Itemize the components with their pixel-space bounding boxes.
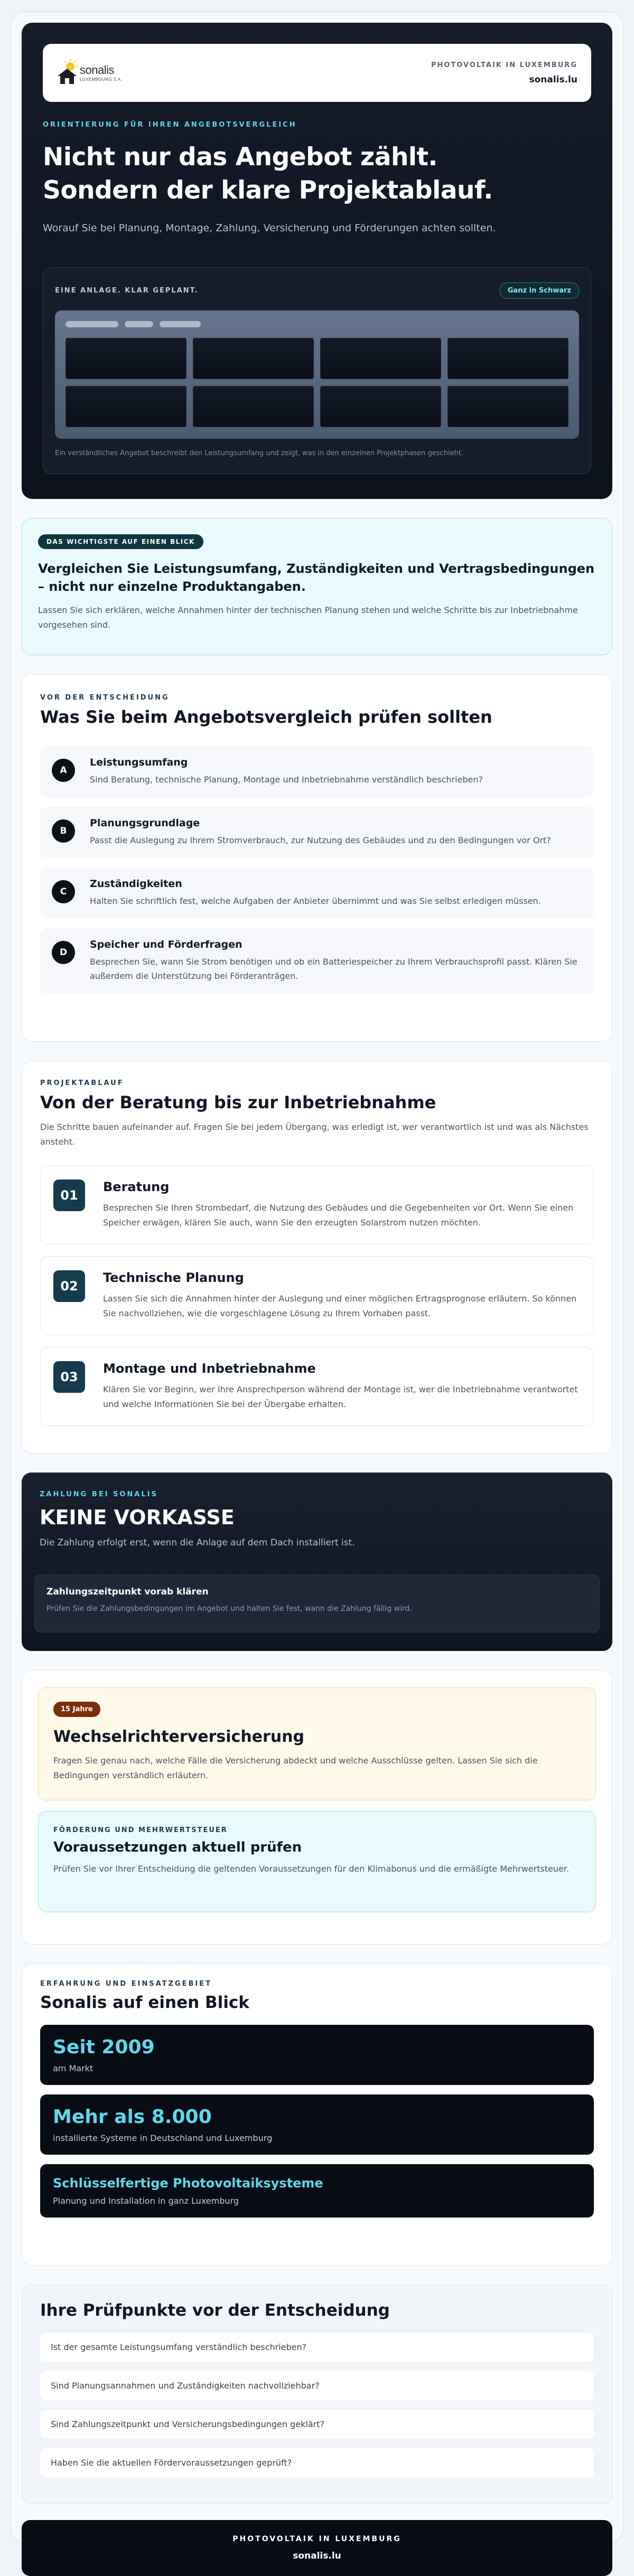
section-title: Ihre Prüfpunkte vor der Entscheidung xyxy=(40,2301,390,2320)
insurance-card xyxy=(38,1687,596,1800)
check-item xyxy=(40,867,594,919)
system-preview-card xyxy=(43,267,591,474)
process-step xyxy=(40,1347,594,1426)
step-title: Montage und Inbetriebnahme xyxy=(103,1361,316,1376)
check-item xyxy=(40,928,594,994)
process-step xyxy=(40,1256,594,1335)
preview-label: EINE ANLAGE. KLAR GEPLANT. xyxy=(55,287,199,295)
solar-panel-grid xyxy=(66,338,568,427)
check-item-title: Zuständigkeiten xyxy=(90,878,182,890)
footer xyxy=(22,2520,612,2576)
header-site-link[interactable]: sonalis.lu xyxy=(529,74,577,85)
panel-indicator-bars xyxy=(66,321,568,328)
checkpoint-item: Sind Zahlungszeitpunkt und Versicherungsbedingungen geklärt? xyxy=(40,2410,594,2439)
hero-kicker: ORIENTIERUNG FÜR IHREN ANGEBOTSVERGLEICH xyxy=(43,121,297,129)
checkpoint-list xyxy=(40,2333,594,2477)
check-item-title: Speicher und Förderfragen xyxy=(90,939,243,950)
offer-check-section xyxy=(22,674,612,1042)
hero-title xyxy=(43,140,591,207)
page-frame xyxy=(11,12,623,2561)
section-kicker: VOR DER ENTSCHEIDUNG xyxy=(40,694,170,702)
letter-marker: D xyxy=(52,941,75,964)
fact-label: Planung und Installation in ganz Luxemburg xyxy=(53,2196,239,2206)
check-item xyxy=(40,807,594,858)
checkpoint-item: Haben Sie die aktuellen Fördervoraussetzungen geprüft? xyxy=(40,2448,594,2477)
process-step xyxy=(40,1165,594,1244)
callout-text: Lassen Sie sich erklären, welche Annahmen hinter der technischen Planung stehen und welche Schritte bis zur Inbetriebnahme vorgesehen sind. xyxy=(38,605,578,630)
solar-panel-illustration xyxy=(55,310,579,439)
panel-indicator xyxy=(125,321,153,327)
preview-caption: Ein verständliches Angebot beschreibt den Leistungsumfang und zeigt, was in den einzelnen Projektphasen geschieht. xyxy=(55,449,463,457)
section-kicker: PROJEKTABLAUF xyxy=(40,1079,124,1087)
section-title: Was Sie beim Angebotsvergleich prüfen sollten xyxy=(40,707,492,727)
funding-kicker: FÖRDERUNG UND MEHRWERTSTEUER xyxy=(53,1826,228,1834)
payment-note-title: Zahlungszeitpunkt vorab klären xyxy=(46,1587,209,1597)
step-number: 01 xyxy=(53,1180,85,1211)
solar-panel-cell xyxy=(66,386,187,427)
fact-label: installierte Systeme in Deutschland und Luxemburg xyxy=(53,2133,273,2143)
step-number: 03 xyxy=(53,1361,85,1393)
top-bar xyxy=(43,44,591,102)
insurance-duration-badge: 15 Jahre xyxy=(53,1702,100,1717)
check-item-text: Besprechen Sie, wann Sie Strom benötigen und ob ein Batteriespeicher zu Ihrem Verbrauchsprofil passt. Klären Sie außerdem die Unterstützung bei Förderanträgen. xyxy=(90,957,577,981)
fact-label: am Markt xyxy=(53,2063,94,2073)
check-item-title: Planungsgrundlage xyxy=(90,817,200,829)
funding-card xyxy=(38,1811,596,1912)
fact-value: Mehr als 8.000 xyxy=(53,2106,212,2128)
letter-marker: A xyxy=(52,759,75,782)
fact-card xyxy=(40,2094,594,2155)
insurance-funding-section xyxy=(22,1670,612,1945)
checkpoint-item: Ist der gesamte Leistungsumfang verständlich beschrieben? xyxy=(40,2333,594,2362)
check-list xyxy=(40,746,594,994)
logo-wordmark: sonalis xyxy=(80,63,114,77)
check-item-text: Sind Beratung, technische Planung, Montage und Inbetriebnahme verständlich beschrieben? xyxy=(90,775,483,785)
footer-kicker: PHOTOVOLTAIK IN LUXEMBURG xyxy=(232,2535,402,2543)
fact-card xyxy=(40,2164,594,2218)
payment-kicker: ZAHLUNG BEI SONALIS xyxy=(40,1490,158,1498)
hero-title-line-2: Sondern der klare Projektablauf. xyxy=(43,176,493,205)
footer-site-link[interactable]: sonalis.lu xyxy=(293,2551,341,2561)
section-kicker: ERFAHRUNG UND EINSATZGEBIET xyxy=(40,1980,212,1988)
fact-card xyxy=(40,2025,594,2085)
letter-marker: C xyxy=(52,880,75,903)
solar-panel-cell xyxy=(447,386,568,427)
house-sun-icon xyxy=(57,58,78,88)
section-title: Von der Beratung bis zur Inbetriebnahme xyxy=(40,1092,436,1112)
hero-lead: Worauf Sie bei Planung, Montage, Zahlung, Versicherung und Förderungen achten sollten. xyxy=(43,222,496,234)
funding-title: Voraussetzungen aktuell prüfen xyxy=(53,1839,302,1855)
letter-marker: B xyxy=(52,819,75,843)
payment-note-card xyxy=(34,1574,600,1633)
section-title: Sonalis auf einen Blick xyxy=(40,1993,249,2012)
callout-title: Vergleichen Sie Leistungsumfang, Zuständigkeiten und Vertragsbedingungen – nicht nur einzelne Produktangaben. xyxy=(38,561,595,594)
check-item xyxy=(40,746,594,797)
header-kicker: PHOTOVOLTAIK IN LUXEMBURG xyxy=(431,61,577,69)
funding-text: Prüfen Sie vor Ihrer Entscheidung die geltenden Voraussetzungen für den Klimabonus und die ermäßigte Mehrwertsteuer. xyxy=(53,1864,570,1874)
step-title: Beratung xyxy=(103,1180,170,1194)
solar-panel-cell xyxy=(66,338,187,379)
step-text: Klären Sie vor Beginn, wer Ihre Ansprechperson während der Montage ist, wer die Inbetriebnahme verantwortet und welche Informationen Sie bei der Übergabe erhalten. xyxy=(103,1384,578,1409)
facts-list xyxy=(40,2025,594,2218)
fact-value: Schlüsselfertige Photovoltaiksysteme xyxy=(53,2176,323,2191)
hero-title-line-1: Nicht nur das Angebot zählt. xyxy=(43,143,437,172)
key-takeaway-callout xyxy=(22,518,612,655)
fact-value: Seit 2009 xyxy=(53,2036,155,2058)
solar-panel-cell xyxy=(193,338,314,379)
payment-text: Die Zahlung erfolgt erst, wenn die Anlage auf dem Dach installiert ist. xyxy=(40,1537,355,1548)
solar-panel-cell xyxy=(320,338,441,379)
panel-indicator xyxy=(66,321,118,327)
insurance-text: Fragen Sie genau nach, welche Fälle die Versicherung abdeckt und welche Ausschlüsse gelten. Lassen Sie sich die Bedingungen verständlich erläutern. xyxy=(53,1756,538,1780)
insurance-title: Wechselrichterversicherung xyxy=(53,1728,305,1746)
step-number: 02 xyxy=(53,1270,85,1302)
company-facts-section xyxy=(22,1964,612,2266)
step-title: Technische Planung xyxy=(103,1270,244,1285)
company-logo[interactable] xyxy=(57,58,122,88)
check-item-text: Halten Sie schriftlich fest, welche Aufgaben der Anbieter übernimmt und was Sie selbst erledigen müssen. xyxy=(90,896,541,906)
step-text: Lassen Sie sich die Annahmen hinter der Auslegung und einer möglichen Ertragsprognose erläutern. So können Sie nachvollziehen, wie die vorgeschlagene Lösung zu Ihrem Vorhaben passt. xyxy=(103,1294,577,1318)
checkpoint-item: Sind Planungsannahmen und Zuständigkeiten nachvollziehbar? xyxy=(40,2371,594,2400)
payment-section xyxy=(22,1473,612,1651)
solar-panel-cell xyxy=(447,338,568,379)
check-item-text: Passt die Auslegung zu Ihrem Stromverbrauch, zur Nutzung des Gebäudes und zu den Bedingungen vor Ort? xyxy=(90,835,551,845)
payment-note-text: Prüfen Sie die Zahlungsbedingungen im Angebot und halten Sie fest, wann die Zahlung fällig wird. xyxy=(46,1605,412,1613)
process-steps xyxy=(40,1165,594,1426)
decision-checkpoints-section xyxy=(22,2285,612,2504)
callout-badge: DAS WICHTIGSTE AUF EINEN BLICK xyxy=(38,534,203,549)
check-item-title: Leistungsumfang xyxy=(90,757,188,768)
preview-pill-badge: Ganz in Schwarz xyxy=(500,282,579,299)
logo-subtitle: LUXEMBOURG S.A. xyxy=(80,77,123,82)
hero-section xyxy=(22,23,612,499)
step-text: Besprechen Sie Ihren Strombedarf, die Nutzung des Gebäudes und die Gegebenheiten vor Ort. Wenn Sie einen Speicher erwägen, klären Sie auch, wann Sie den erzeugten Solarstrom nutzen möchten. xyxy=(103,1203,574,1228)
project-process-section xyxy=(22,1061,612,1454)
panel-indicator xyxy=(160,321,201,327)
payment-title: KEINE VORKASSE xyxy=(40,1506,235,1529)
section-intro: Die Schritte bauen aufeinander auf. Fragen Sie bei jedem Übergang, was erledigt ist, wer verantwortlich ist und was als Nächstes ansteht. xyxy=(40,1122,589,1147)
solar-panel-cell xyxy=(193,386,314,427)
solar-panel-cell xyxy=(320,386,441,427)
